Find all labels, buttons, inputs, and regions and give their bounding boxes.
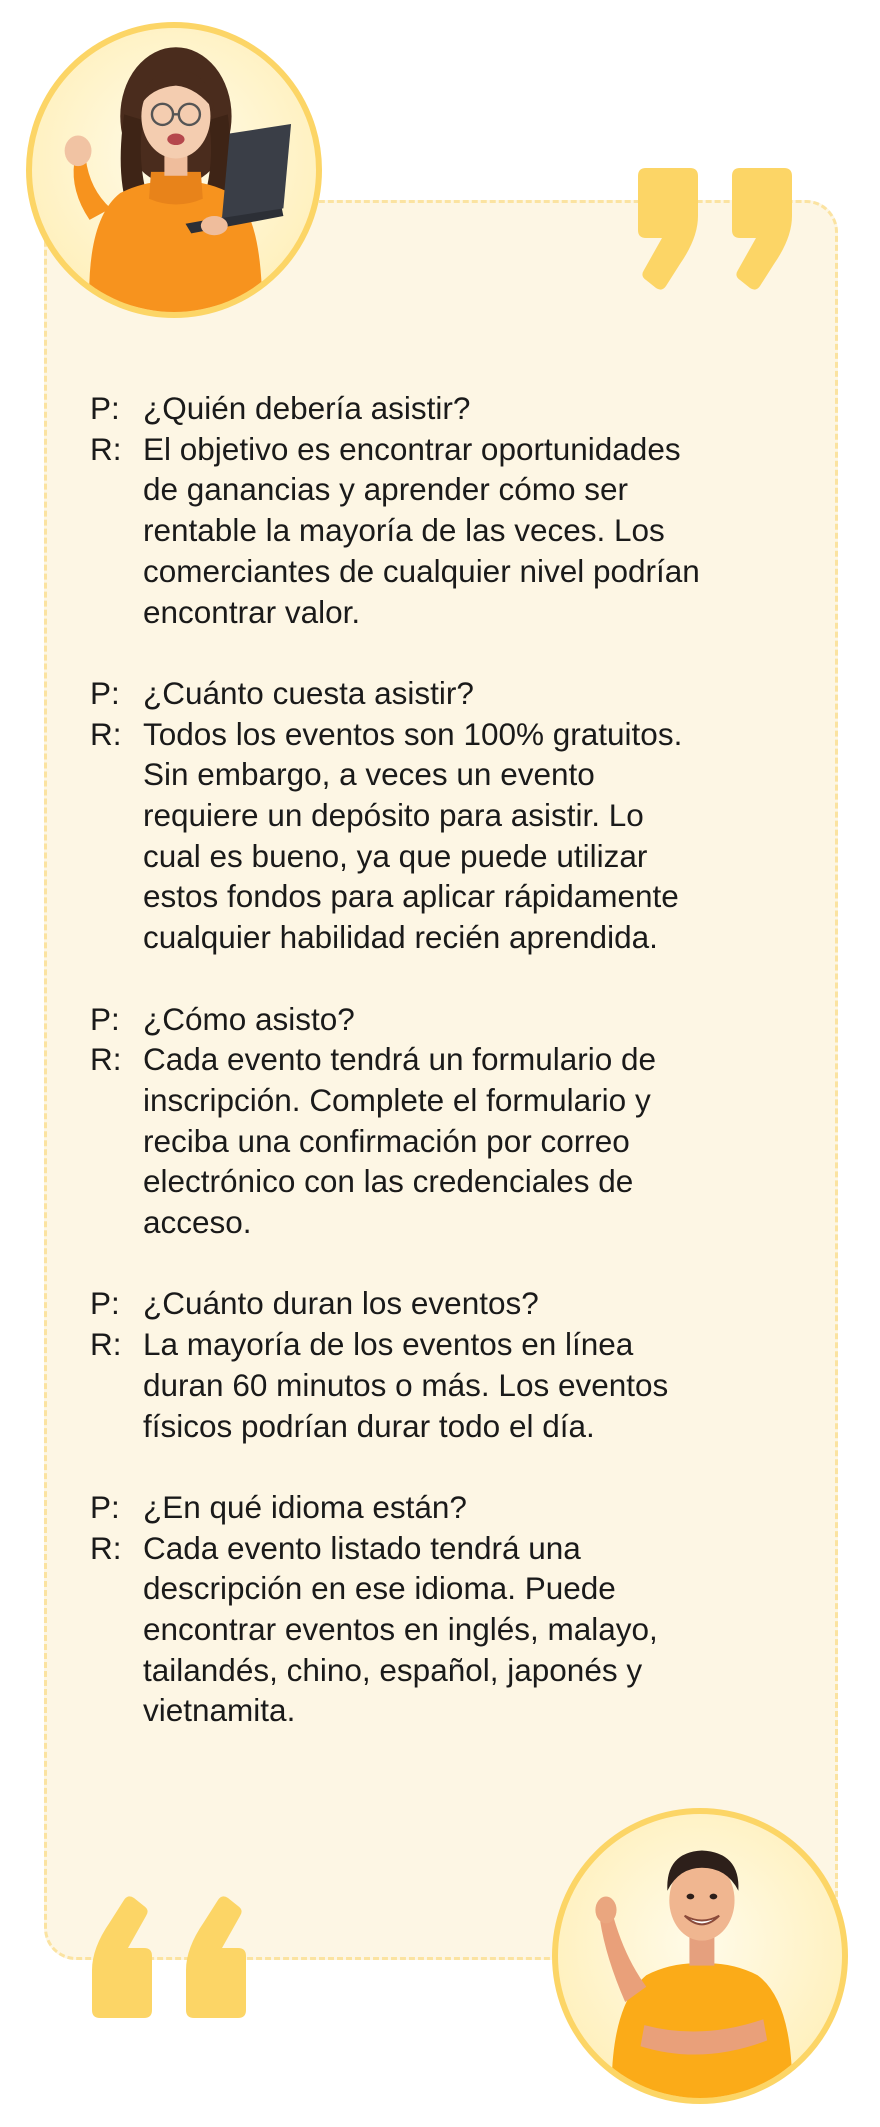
faq-question: ¿Cuánto cuesta asistir? xyxy=(143,674,474,711)
man-illustration xyxy=(558,1814,842,2098)
answer-line: requiere un depósito para asistir. Lo xyxy=(143,797,644,834)
answer-prefix: R: xyxy=(90,1041,122,1078)
faq-answer-row xyxy=(90,1324,790,1446)
faq-question-row xyxy=(90,1283,790,1324)
answer-line: El objetivo es encontrar oportunidades xyxy=(143,430,681,467)
answer-line: estos fondos para aplicar rápidamente xyxy=(143,878,679,915)
answer-line: vietnamita. xyxy=(143,1692,296,1729)
faq-answer-row xyxy=(90,714,790,958)
question-prefix: P: xyxy=(90,1488,120,1525)
faq-question: ¿Quién debería asistir? xyxy=(143,390,471,426)
faq-question-row xyxy=(90,673,790,714)
faq-answer-row xyxy=(90,1528,790,1732)
faq-answer-row xyxy=(90,1039,790,1243)
answer-line: cual es bueno, ya que puede utilizar xyxy=(143,837,648,874)
faq-question-row xyxy=(90,1487,790,1528)
answer-line: descripción en ese idioma. Puede xyxy=(143,1570,616,1607)
answer-line: de ganancias y aprender cómo ser xyxy=(143,471,629,508)
answer-line: encontrar eventos en inglés, malayo, xyxy=(143,1611,658,1648)
faq-item xyxy=(90,999,790,1243)
answer-line: inscripción. Complete el formulario y xyxy=(143,1081,651,1118)
answer-line: reciba una confirmación por correo xyxy=(143,1122,630,1159)
answer-line: Cada evento listado tendrá una xyxy=(143,1529,581,1566)
faq-item xyxy=(90,388,790,632)
faq-item xyxy=(90,673,790,958)
faq-item xyxy=(90,1487,790,1731)
answer-line: La mayoría de los eventos en línea xyxy=(143,1326,634,1363)
answer-line: rentable la mayoría de las veces. Los xyxy=(143,512,665,549)
answer-prefix: R: xyxy=(90,1326,122,1363)
faq-answer xyxy=(143,1324,790,1446)
answer-line: Todos los eventos son 100% gratuitos. xyxy=(143,715,683,752)
answer-line: físicos podrían durar todo el día. xyxy=(143,1407,595,1444)
question-prefix: P: xyxy=(90,390,120,426)
opening-quote-icon xyxy=(84,1892,254,2022)
faq-question: ¿Cuánto duran los eventos? xyxy=(143,1285,539,1322)
faq-answer xyxy=(143,429,790,633)
answer-prefix: R: xyxy=(90,1529,122,1566)
faq-list xyxy=(90,388,790,1772)
answer-prefix: R: xyxy=(90,430,122,467)
faq-answer xyxy=(143,1528,790,1732)
answer-line: encontrar valor. xyxy=(143,593,361,630)
woman-with-laptop-avatar xyxy=(26,22,322,318)
answer-line: duran 60 minutos o más. Los eventos xyxy=(143,1366,669,1403)
answer-line: electrónico con las credenciales de xyxy=(143,1163,634,1200)
answer-prefix: R: xyxy=(90,715,122,752)
answer-line: cualquier habilidad recién aprendida. xyxy=(143,919,658,956)
faq-question-row xyxy=(90,999,790,1040)
answer-line: acceso. xyxy=(143,1204,252,1241)
faq-answer xyxy=(143,714,790,958)
answer-line: Sin embargo, a veces un evento xyxy=(143,756,595,793)
faq-item xyxy=(90,1283,790,1446)
closing-quote-icon xyxy=(630,164,800,294)
woman-illustration xyxy=(32,28,316,312)
answer-line: comerciantes de cualquier nivel podrían xyxy=(143,552,700,589)
faq-question: ¿En qué idioma están? xyxy=(143,1488,467,1525)
question-prefix: P: xyxy=(90,674,120,711)
question-prefix: P: xyxy=(90,1000,120,1037)
answer-line: tailandés, chino, español, japonés y xyxy=(143,1651,643,1688)
faq-answer xyxy=(143,1039,790,1243)
answer-line: Cada evento tendrá un formulario de xyxy=(143,1041,657,1078)
faq-answer-row xyxy=(90,429,790,633)
man-pointing-avatar xyxy=(552,1808,848,2104)
question-prefix: P: xyxy=(90,1285,120,1322)
faq-question: ¿Cómo asisto? xyxy=(143,1000,355,1037)
faq-question-row xyxy=(90,388,790,429)
